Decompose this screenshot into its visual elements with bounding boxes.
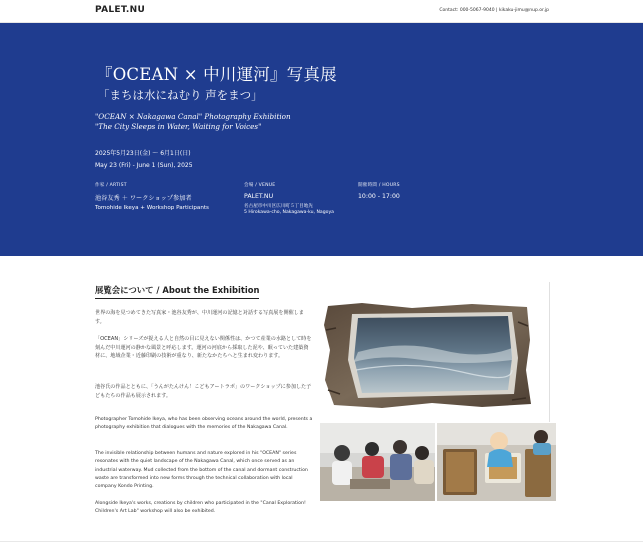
hours-label: 開催時間 / HOURS — [358, 183, 400, 188]
contact-info: Contact: 000-5067-9040 | kikaku-jimu@nup.or.jp — [439, 8, 549, 13]
venue-info — [244, 182, 334, 216]
footer-divider — [0, 541, 643, 542]
artist-name-en: Tomohide Ikeya + Workshop Participants — [95, 205, 209, 211]
artist-info — [95, 182, 209, 213]
exhibition-date-ja: 2025年5月23日(金) 〜 6月1日(日) — [95, 150, 191, 157]
site-logo[interactable]: PALET.NU — [95, 5, 146, 15]
exhibition-subtitle-ja: 「まちは水にねむり 声をまつ」 — [98, 88, 263, 102]
about-paragraph-en-2: The invisible relationship between humans and nature explored in his "OCEAN" series resonates with the quiet landscape of the Nakagawa Canal, which once served as an industrial waterway. Mud collected from the bottom of the canal and dormant construction waste are transformed into new forms through the technical collaboration with local company Kondo Printing. — [95, 451, 308, 490]
artist-label: 作家 / ARTIST — [95, 183, 127, 188]
workshop-photo-left — [320, 423, 435, 501]
venue-name: PALET.NU — [244, 193, 274, 200]
about-paragraph-en-1: Photographer Tomohide Ikeya, who has been observing oceans around the world, presents a photography exhibition that dialogues with the memories of the Nakagawa Canal. — [95, 417, 313, 431]
about-paragraph-en-3: Alongside Ikeya's works, creations by children who participated in the "Canal Exploration! Children's Art Lab" workshop will also be exhibited. — [95, 501, 306, 515]
ocean-artwork-image — [322, 300, 533, 411]
about-paragraph-ja-2: 「OCEAN」シリーズが捉える人と自然の目に見えない関係性は、かつて産業の水路として時を刻んだ中川運河の静かな風景と呼応します。運河の河底から採取した泥や、眠っていた建築資材に、地域企業・近藤印刷の技術が重なり、新たなかたちへと生まれ変わります。 — [95, 336, 312, 360]
top-bar — [0, 0, 643, 23]
venue-label: 会場 / VENUE — [244, 183, 276, 188]
about-paragraph-ja-1: 世界の海を見つめてきた写真家・池谷友秀が、中川運河の記憶と対話する写真展を開催します。 — [95, 310, 304, 325]
venue-address-en: 5 Hirokawa-cho, Nakagawa-ku, Nagoya — [244, 210, 334, 215]
artist-name-ja: 池谷友秀 ＋ ワークショップ参加者 — [95, 195, 192, 202]
workshop-photo-right — [437, 423, 556, 501]
about-heading: 展覧会について / About the Exhibition — [95, 284, 259, 299]
venue-address-ja: 名古屋市中川区広川町５丁目地先 — [244, 204, 313, 209]
hero-banner — [0, 23, 643, 256]
exhibition-subtitle-en: "The City Sleeps in Water, Waiting for Voices" — [95, 122, 262, 131]
hours-info — [358, 182, 400, 203]
exhibition-date-en: May 23 (Fri) - June 1 (Sun), 2025 — [95, 162, 193, 169]
section-divider — [549, 282, 550, 422]
hours-value: 10:00 - 17:00 — [358, 193, 400, 200]
exhibition-title-ja: 『OCEAN × 中川運河』写真展 — [96, 65, 337, 84]
exhibition-title-en: "OCEAN × Nakagawa Canal" Photography Exhibition — [95, 112, 291, 121]
about-paragraph-ja-3: 池谷氏の作品とともに、「うんがたんけん！こどもアートラボ」のワークショップに参加した子どもたちの作品も展示されます。 — [95, 384, 312, 399]
